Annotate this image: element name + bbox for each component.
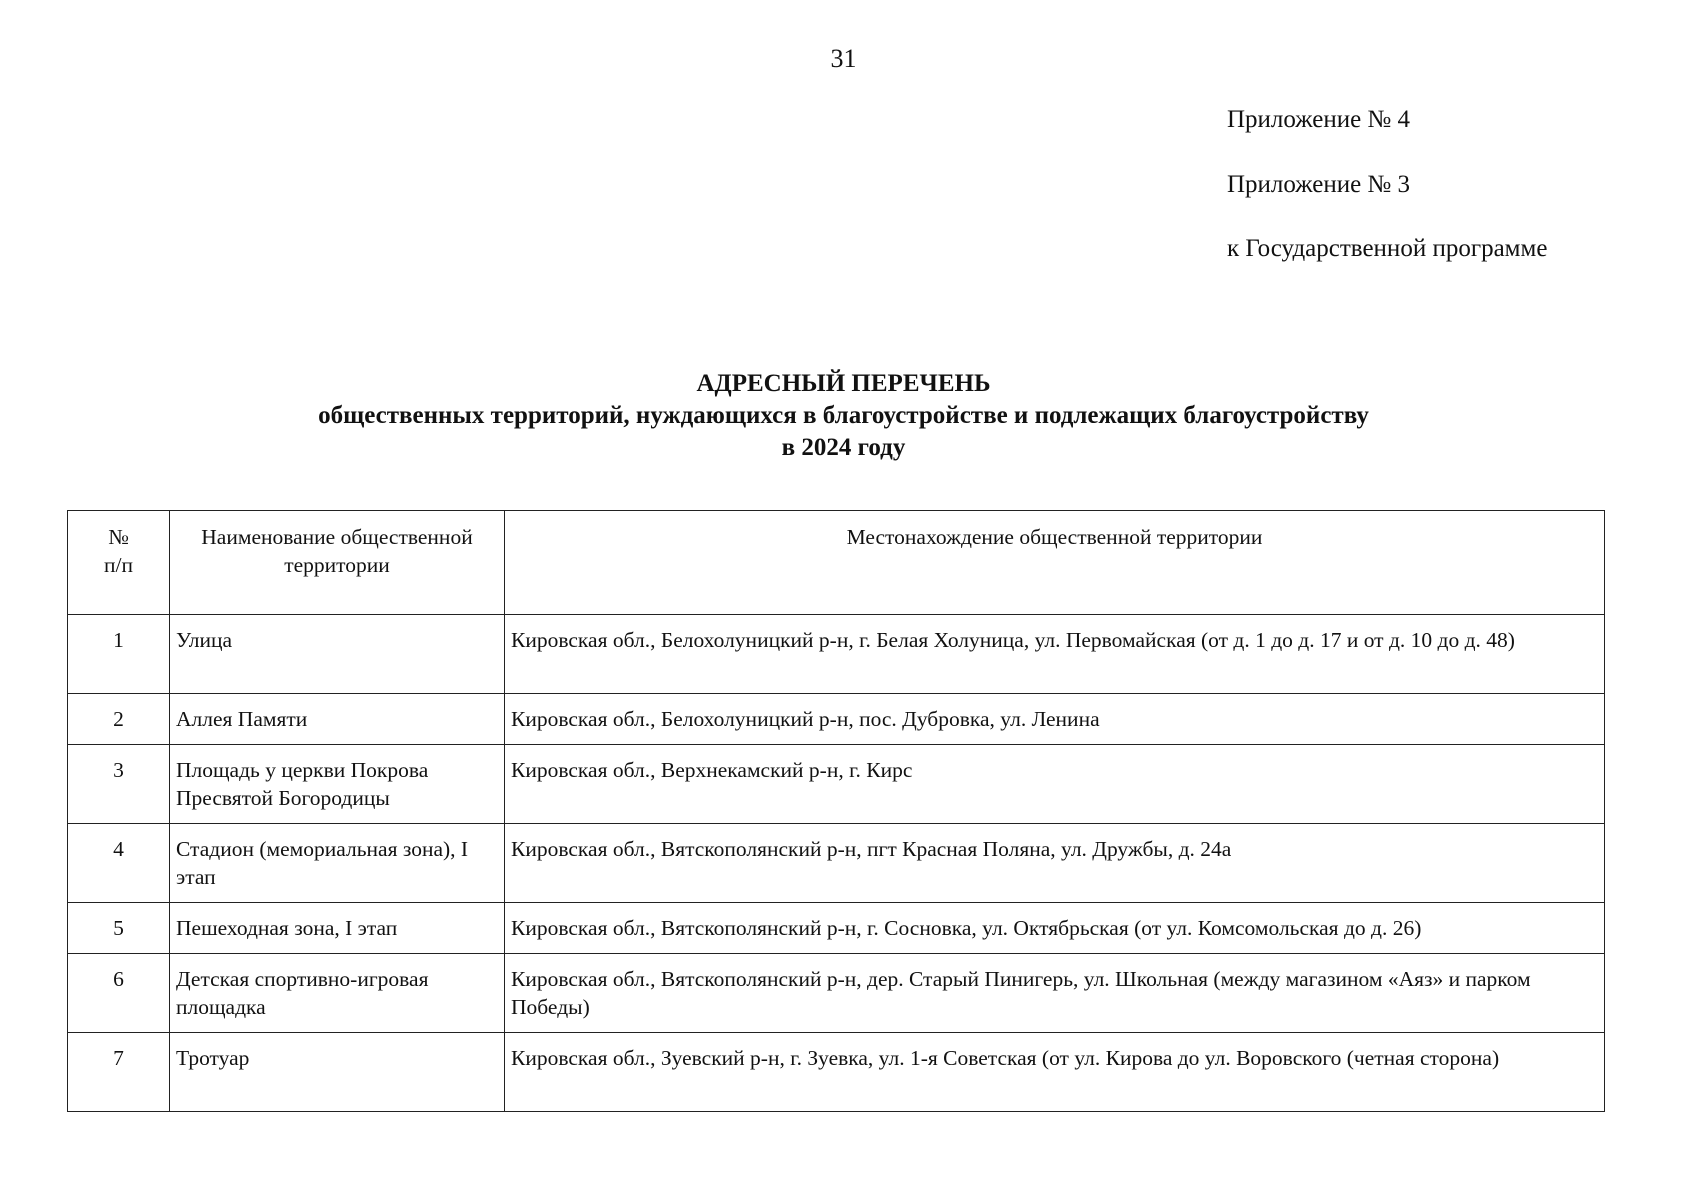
territory-location: Кировская обл., Вятскополянский р-н, дер. Старый Пинигерь, ул. Школьная (между магазином «Аяз» и парком Победы) bbox=[505, 954, 1605, 1033]
territory-location: Кировская обл., Вятскополянский р-н, г. Сосновка, ул. Октябрьская (от ул. Комсомольская до д. 26) bbox=[505, 903, 1605, 954]
header-number-symbol: № bbox=[108, 525, 129, 549]
table-row bbox=[68, 903, 1605, 954]
header-name-line-1: Наименование общественной bbox=[201, 525, 473, 549]
territory-name: Площадь у церкви Покрова Пресвятой Богородицы bbox=[170, 745, 505, 824]
table-row bbox=[68, 745, 1605, 824]
row-number: 2 bbox=[68, 694, 170, 745]
appendix-program-reference: к Государственной программе bbox=[1227, 235, 1548, 262]
header-name bbox=[170, 511, 505, 615]
row-number: 6 bbox=[68, 954, 170, 1033]
document-title bbox=[0, 368, 1687, 464]
table-row bbox=[68, 954, 1605, 1033]
territory-location: Кировская обл., Зуевский р-н, г. Зуевка, ул. 1-я Советская (от ул. Кирова до ул. Воровского (четная сторона) bbox=[505, 1033, 1605, 1112]
appendix-label-3: Приложение № 3 bbox=[1227, 171, 1411, 198]
territory-name: Стадион (мемориальная зона), I этап bbox=[170, 824, 505, 903]
territory-location: Кировская обл., Белохолуницкий р-н, г. Белая Холуница, ул. Первомайская (от д. 1 до д. 17 и от д. 10 до д. 48) bbox=[505, 615, 1605, 694]
title-line-3: в 2024 году bbox=[781, 434, 906, 461]
title-line-2: общественных территорий, нуждающихся в благоустройстве и подлежащих благоустройству bbox=[318, 402, 1369, 429]
appendix-label-4: Приложение № 4 bbox=[1227, 106, 1411, 133]
territory-location: Кировская обл., Белохолуницкий р-н, пос. Дубровка, ул. Ленина bbox=[505, 694, 1605, 745]
territories-table bbox=[67, 510, 1605, 1112]
row-number: 5 bbox=[68, 903, 170, 954]
territory-name: Улица bbox=[170, 615, 505, 694]
title-line-1: АДРЕСНЫЙ ПЕРЕЧЕНЬ bbox=[696, 370, 991, 397]
territory-name: Тротуар bbox=[170, 1033, 505, 1112]
table-header-row bbox=[68, 511, 1605, 615]
table-row bbox=[68, 615, 1605, 694]
header-number-abbrev: п/п bbox=[104, 553, 133, 577]
table-row bbox=[68, 1033, 1605, 1112]
header-location: Местонахождение общественной территории bbox=[505, 511, 1605, 615]
header-number bbox=[68, 511, 170, 615]
row-number: 3 bbox=[68, 745, 170, 824]
table-row bbox=[68, 824, 1605, 903]
territory-location: Кировская обл., Вятскополянский р-н, пгт Красная Поляна, ул. Дружбы, д. 24а bbox=[505, 824, 1605, 903]
page-number: 31 bbox=[830, 44, 857, 73]
row-number: 1 bbox=[68, 615, 170, 694]
row-number: 4 bbox=[68, 824, 170, 903]
header-name-line-2: территории bbox=[284, 553, 390, 577]
territory-location: Кировская обл., Верхнекамский р-н, г. Кирс bbox=[505, 745, 1605, 824]
territory-name: Пешеходная зона, I этап bbox=[170, 903, 505, 954]
territory-name: Аллея Памяти bbox=[170, 694, 505, 745]
table-row bbox=[68, 694, 1605, 745]
territory-name: Детская спортивно-игровая площадка bbox=[170, 954, 505, 1033]
row-number: 7 bbox=[68, 1033, 170, 1112]
